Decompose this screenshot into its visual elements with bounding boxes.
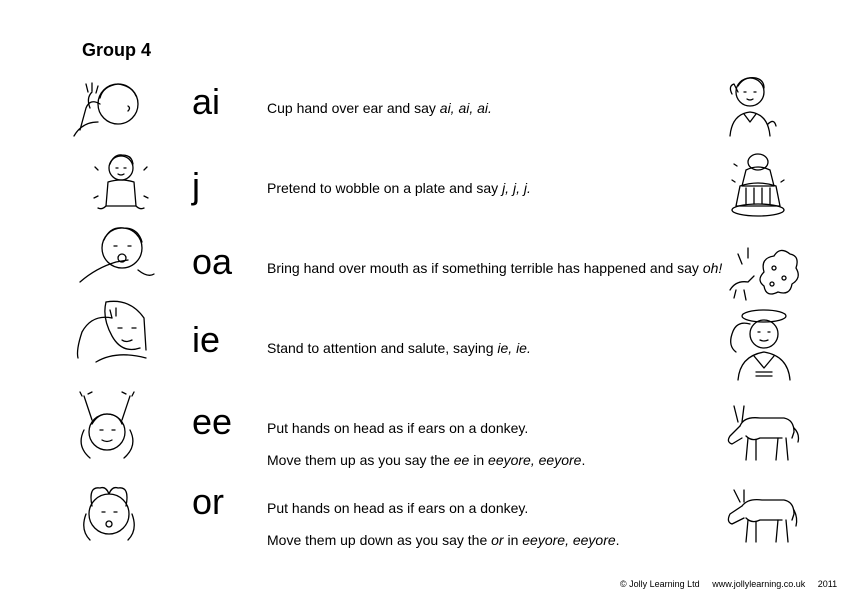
instruction-line xyxy=(267,420,528,436)
child-listening-icon xyxy=(722,72,778,138)
page-title: Group 4 xyxy=(82,40,152,60)
child-saluting-icon xyxy=(72,298,152,364)
letter-sound: oa xyxy=(192,241,233,282)
copyright-text: © Jolly Learning Ltd xyxy=(620,579,700,589)
instruction-text: Move them up as you say the xyxy=(267,452,454,468)
instruction-text: . xyxy=(615,532,620,548)
instruction-text: Stand to attention and salute, saying xyxy=(267,340,498,356)
sound-word: ai, ai, ai. xyxy=(439,100,492,116)
sound-word: j, j, j. xyxy=(502,180,531,196)
instruction-line xyxy=(267,260,722,276)
sound-word: eeyore, eeyore xyxy=(488,452,582,468)
instruction-line xyxy=(267,100,492,116)
wobbling-jelly-icon xyxy=(730,150,786,218)
child-wobbling-icon xyxy=(92,150,150,218)
instruction-line xyxy=(267,532,620,548)
letter-sound: ee xyxy=(192,401,233,442)
instruction-text: Pretend to wobble on a plate and say xyxy=(267,180,503,196)
sound-word: ie, ie. xyxy=(497,340,531,356)
footer xyxy=(620,579,847,589)
sound-word: or xyxy=(491,532,504,548)
sound-word: eeyore, eeyore xyxy=(522,532,616,548)
instruction-line xyxy=(267,340,531,356)
donkey-icon xyxy=(722,402,800,464)
website-link[interactable]: www.jollylearning.co.uk xyxy=(712,579,806,589)
child-hand-over-mouth-icon xyxy=(76,222,156,288)
letter-sound: ai xyxy=(192,81,221,122)
child-cupping-ear-icon xyxy=(70,78,148,138)
instruction-line xyxy=(267,180,531,196)
instruction-text: in xyxy=(503,532,523,548)
year-text: 2011 xyxy=(817,579,838,589)
letter-sound: or xyxy=(192,481,225,522)
saluting-sailor-icon xyxy=(726,306,798,382)
child-donkey-ears-up-icon xyxy=(74,390,140,460)
sound-word: oh! xyxy=(702,260,723,276)
instruction-text: Cup hand over ear and say xyxy=(267,100,440,116)
donkey-icon xyxy=(722,484,800,546)
instruction-line xyxy=(267,452,585,468)
instruction-text: in xyxy=(469,452,489,468)
instruction-text: . xyxy=(581,452,586,468)
goat-and-explosion-icon xyxy=(724,242,800,308)
instruction-text: Move them up down as you say the xyxy=(267,532,492,548)
instruction-text: Put hands on head as if ears on a donkey. xyxy=(267,420,529,436)
instruction-line xyxy=(267,500,528,516)
child-donkey-ears-down-icon xyxy=(76,480,142,542)
sound-word: ee xyxy=(453,452,470,468)
instruction-text: Bring hand over mouth as if something terrible has happened and say xyxy=(267,260,703,276)
letter-sound: ie xyxy=(192,319,221,360)
letter-sound: j xyxy=(192,165,200,206)
instruction-text: Put hands on head as if ears on a donkey. xyxy=(267,500,529,516)
